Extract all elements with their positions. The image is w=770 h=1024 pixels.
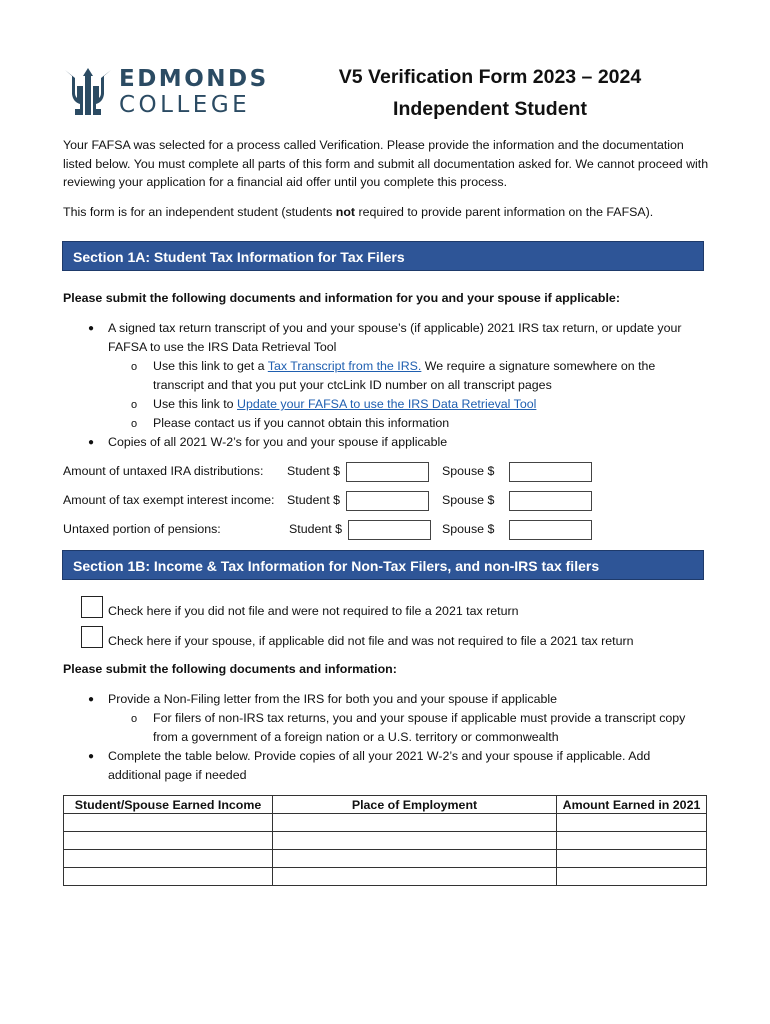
irs-drt-link[interactable]: Update your FAFSA to use the IRS Data Retrieval Tool	[237, 397, 537, 411]
ira-spouse-input[interactable]	[509, 462, 592, 482]
spouse-label: Spouse $	[442, 493, 495, 507]
bullet-icon: ●	[88, 751, 95, 762]
bullet-icon: ●	[88, 437, 95, 448]
tax-transcript-link[interactable]: Tax Transcript from the IRS.	[267, 359, 422, 373]
col-header-earned-income: Student/Spouse Earned Income	[64, 796, 273, 814]
intro-paragraph: Your FAFSA was selected for a process called Verification. Please provide the information and the documentation listed below. You must complete all parts of this form and submit all documentation asked for. We cannot proceed with reviewing your application for a financial aid offer until you complete this process.	[63, 138, 709, 190]
table-row	[64, 868, 707, 886]
pensions-student-input[interactable]	[348, 520, 431, 540]
spouse-not-filed-label: Check here if your spouse, if applicable did not file and was not required to file a 2021 tax return	[108, 634, 634, 648]
bullet-icon: ●	[88, 694, 95, 705]
not-filed-checkbox[interactable]	[81, 596, 103, 618]
earned-income-table	[63, 795, 707, 886]
sub-bullet-tax-transcript-line2: transcript and that you put your ctcLink ID number on all transcript pages	[153, 378, 552, 392]
table-row	[64, 832, 707, 850]
section-1b-header: Section 1B: Income & Tax Information for Non-Tax Filers, and non-IRS tax filers	[62, 550, 704, 580]
col-header-place-of-employment: Place of Employment	[273, 796, 557, 814]
not-filed-label: Check here if you did not file and were not required to file a 2021 tax return	[108, 604, 519, 618]
sub-bullet-icon: o	[131, 361, 138, 373]
student-label: Student $	[289, 522, 343, 536]
table-cell[interactable]	[557, 832, 707, 850]
note-text-start: This form is for an independent student (students	[63, 205, 336, 219]
sub-bullet-contact: Please contact us if you cannot obtain this information	[153, 416, 450, 430]
interest-student-input[interactable]	[346, 491, 429, 511]
field-label-pensions: Untaxed portion of pensions:	[63, 522, 221, 536]
pensions-spouse-input[interactable]	[509, 520, 592, 540]
spouse-label: Spouse $	[442, 522, 495, 536]
bullet-transcript-line2: FAFSA to use the IRS Data Retrieval Tool	[108, 340, 337, 354]
table-cell[interactable]	[64, 850, 273, 868]
sub-bullet-icon: o	[131, 399, 138, 411]
note-text-end: required to provide parent information on the FAFSA).	[355, 205, 654, 219]
sub-bullet-tax-transcript	[153, 357, 655, 376]
table-cell[interactable]	[273, 850, 557, 868]
table-cell[interactable]	[557, 814, 707, 832]
table-row	[64, 850, 707, 868]
bullet-non-filing-letter: Provide a Non-Filing letter from the IRS for both you and your spouse if applicable	[108, 692, 558, 706]
trident-icon	[62, 66, 114, 118]
bullet-table-line1: Complete the table below. Provide copies of all your 2021 W-2’s and your spouse if applicable. Add	[108, 749, 651, 763]
student-label: Student $	[287, 464, 341, 478]
bullet-icon: ●	[88, 323, 95, 334]
sub-text: Use this link to get a	[153, 359, 268, 373]
table-cell[interactable]	[273, 814, 557, 832]
sub-text: We require a signature somewhere on the	[421, 359, 656, 373]
form-subtitle: Independent Student	[393, 98, 587, 120]
section-1a-instruction: Please submit the following documents and information for you and your spouse if applicable:	[63, 291, 620, 305]
note-text-bold: not	[335, 205, 356, 219]
student-label: Student $	[287, 493, 341, 507]
field-label-ira: Amount of untaxed IRA distributions:	[63, 464, 264, 478]
bullet-w2: Copies of all 2021 W-2’s for you and your spouse if applicable	[108, 435, 448, 449]
form-title: V5 Verification Form 2023 – 2024	[338, 66, 642, 88]
logo-line-college: COLLEGE	[119, 92, 251, 118]
section-1a-header: Section 1A: Student Tax Information for Tax Filers	[62, 241, 704, 271]
col-header-amount-earned: Amount Earned in 2021	[557, 796, 707, 814]
table-header-row	[64, 796, 707, 814]
table-cell[interactable]	[64, 832, 273, 850]
table-cell[interactable]	[557, 850, 707, 868]
table-cell[interactable]	[273, 868, 557, 886]
sub-text: Use this link to	[153, 397, 238, 411]
independent-student-note	[63, 203, 713, 222]
sub-bullet-drt	[153, 395, 536, 414]
field-label-interest: Amount of tax exempt interest income:	[63, 493, 275, 507]
bullet-table-line2: additional page if needed	[108, 768, 247, 782]
ira-student-input[interactable]	[346, 462, 429, 482]
table-cell[interactable]	[557, 868, 707, 886]
table-cell[interactable]	[273, 832, 557, 850]
spouse-not-filed-checkbox[interactable]	[81, 626, 103, 648]
sub-bullet-foreign-line2: from a government of a foreign nation or a U.S. territory or commonwealth	[153, 730, 559, 744]
sub-bullet-foreign-line1: For filers of non-IRS tax returns, you and your spouse if applicable must provide a transcript copy	[153, 711, 686, 725]
edmonds-college-logo	[62, 66, 267, 118]
bullet-transcript-line1: A signed tax return transcript of you and your spouse’s (if applicable) 2021 IRS tax return, or update your	[108, 321, 682, 335]
sub-bullet-icon: o	[131, 713, 138, 725]
logo-line-edmonds: EDMONDS	[119, 66, 269, 92]
table-cell[interactable]	[64, 868, 273, 886]
spouse-label: Spouse $	[442, 464, 495, 478]
table-cell[interactable]	[64, 814, 273, 832]
interest-spouse-input[interactable]	[509, 491, 592, 511]
section-1b-instruction: Please submit the following documents and information:	[63, 662, 397, 676]
sub-bullet-icon: o	[131, 418, 138, 430]
table-row	[64, 814, 707, 832]
